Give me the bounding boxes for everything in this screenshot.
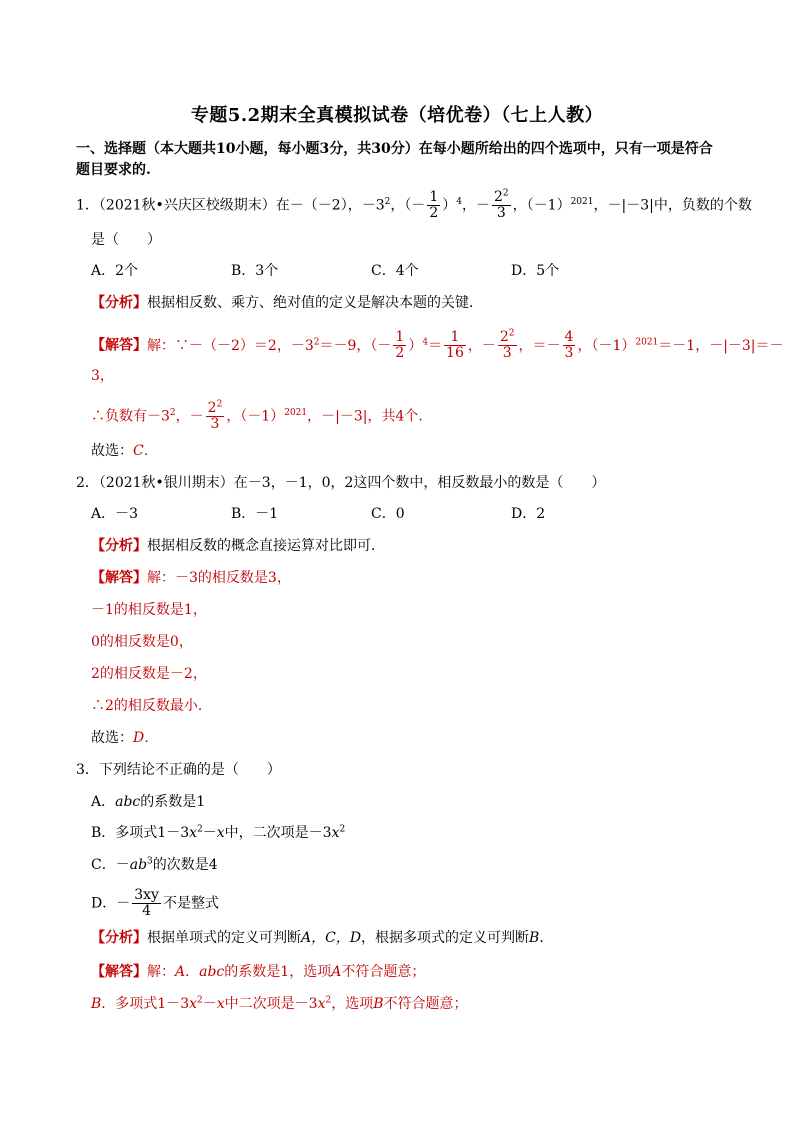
q1-answer-line2: 3， bbox=[91, 368, 114, 384]
q3-answer-line1: 【解答】解：A．abc的系数是1，选项A不符合题意； bbox=[91, 964, 426, 980]
fraction-3xy-over-4: $\frac{3xy}{4}$ bbox=[134, 887, 159, 919]
q2-answer-line: ∴2的相反数最小． bbox=[91, 698, 212, 714]
q2-option-a: A．－3 bbox=[91, 506, 139, 522]
q2-option-d: D．2 bbox=[511, 506, 546, 522]
analysis-tag: 【分析】 bbox=[91, 295, 147, 311]
q2-analysis: 【分析】根据相反数的概念直接运算对比即可． bbox=[91, 538, 385, 554]
q3-stem: 3．下列结论不正确的是（ ） bbox=[76, 762, 281, 778]
q1-options bbox=[91, 261, 651, 281]
q1-option-d: D．5个 bbox=[511, 263, 560, 279]
q2-choice-value: D． bbox=[133, 730, 159, 746]
q1-option-a: A．2个 bbox=[91, 263, 139, 279]
q3-option-d: D．－ $\frac{3xy}{4}$ 不是整式 bbox=[91, 887, 219, 919]
q2-options bbox=[91, 504, 651, 524]
q1-stem-line1: 1．（2021秋•兴庆区校级期末）在－（－2），$-3^2$，（－ $\frac{1}{2}$ ）$^4$，－ $\frac{2^2}{3}$ ，$(-1)^{2021}$，－|－3|中，负数的个数 bbox=[76, 188, 752, 221]
q3-answer-line2: B．多项式$1-3x^2-x$中二次项是$-3x^2$，选项B不符合题意； bbox=[91, 995, 468, 1012]
q3-option-b: B．多项式$1-3x^2-x$中，二次项是$-3x^2$ bbox=[91, 824, 346, 841]
q1-choice-value: C． bbox=[133, 443, 158, 459]
q1-option-c: C．4个 bbox=[371, 263, 419, 279]
q2-stem: 2．（2021秋•银川期末）在－3，－1，0，2这四个数中，相反数最小的数是（ ） bbox=[76, 475, 606, 491]
q2-answer-line: 2的相反数是－2， bbox=[91, 666, 207, 682]
q3-option-a: A．abc的系数是1 bbox=[91, 794, 206, 810]
q1-conclusion: ∴负数有$-3^2$，－ $\frac{2^2}{3}$ ，$(-1)^{2021}$，－|－3|，共4个． bbox=[91, 399, 433, 432]
q2-option-b: B．－1 bbox=[231, 506, 279, 522]
answer-tag: 【解答】 bbox=[91, 337, 147, 354]
fraction-two-squared-over-three: $\frac{2^2}{3}$ bbox=[494, 188, 509, 221]
q2-answer: 【解答】解：－3的相反数是3， bbox=[91, 570, 291, 586]
q2-option-c: C．0 bbox=[371, 506, 405, 522]
q1-option-b: B．3个 bbox=[231, 263, 279, 279]
page-title: 专题5.2期末全真模拟试卷（培优卷）（七上人教） bbox=[190, 105, 604, 126]
q2-choice: 故选：D． bbox=[91, 730, 159, 746]
q2-answer-line: 0的相反数是0， bbox=[91, 634, 193, 650]
analysis-tag: 【分析】 bbox=[91, 538, 147, 554]
q2-answer-line: －1的相反数是1， bbox=[91, 602, 207, 618]
q3-analysis: 【分析】根据单项式的定义可判断A，C，D，根据多项式的定义可判断B． bbox=[91, 930, 554, 946]
q1-stem-line2: 是（ ） bbox=[91, 232, 161, 248]
fraction-one-half: $\frac{1}{2}$ bbox=[429, 189, 439, 221]
q1-answer-line1: 【解答】解：∵－（－2）＝2，$-3^2=-9$，（－ $\frac{1}{2}$ ）$^4$＝ $\frac{1}{16}$ ，－ $\frac{2^2}{3}$ ，＝－ $\frac{4}{3}$ ，$(-1)^{2021}=-1$，－|－3|＝－ bbox=[91, 328, 784, 361]
section-heading-line1: 一、选择题（本大题共10小题，每小题3分，共30分）在每小题所给出的四个选项中，只有一项是符合 bbox=[76, 141, 713, 157]
section-heading-line2: 题目要求的. bbox=[76, 162, 151, 178]
q1-choice: 故选：C． bbox=[91, 443, 158, 459]
analysis-tag: 【分析】 bbox=[91, 930, 147, 946]
q1-analysis: 【分析】根据相反数、乘方、绝对值的定义是解决本题的关键． bbox=[91, 295, 483, 311]
q3-option-c: C．$-ab^3$的次数是4 bbox=[91, 856, 218, 873]
answer-tag: 【解答】 bbox=[91, 964, 147, 980]
answer-tag: 【解答】 bbox=[91, 570, 147, 586]
